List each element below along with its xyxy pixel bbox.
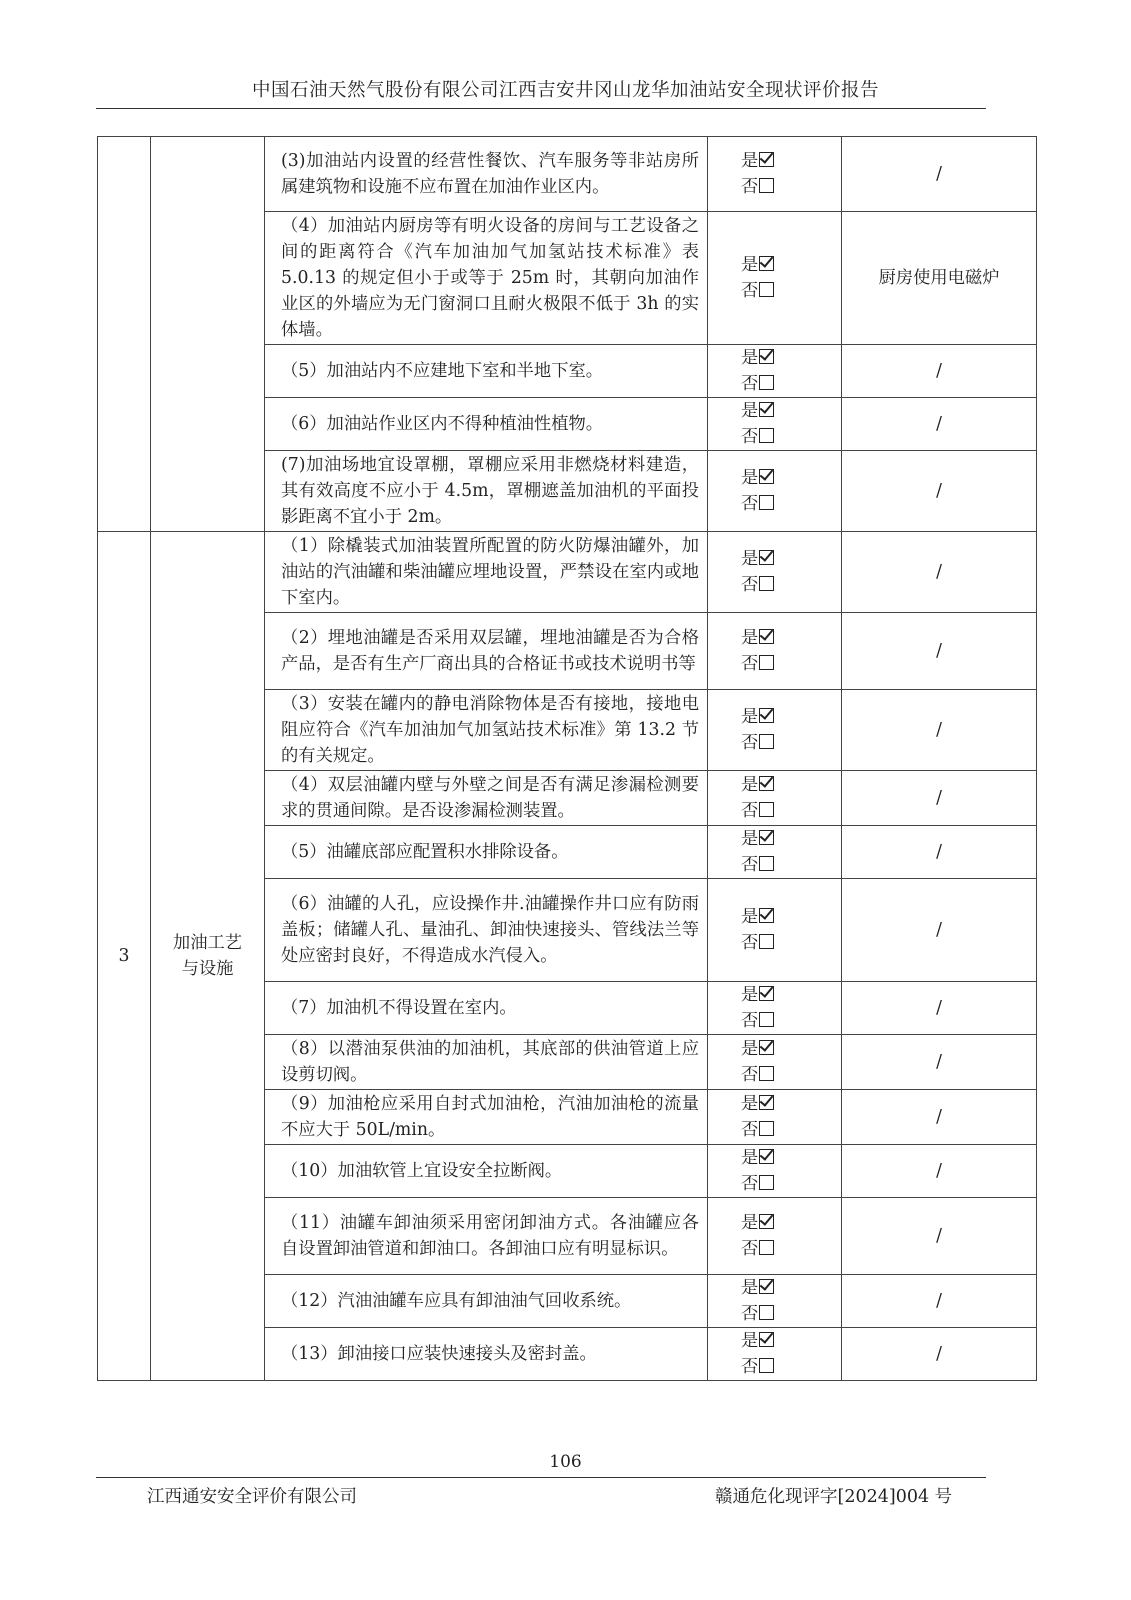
yes-label: 是 <box>741 468 759 488</box>
yes-label: 是 <box>741 1213 759 1233</box>
yes-option <box>741 625 841 651</box>
empty-box-icon <box>759 1012 774 1027</box>
empty-box-icon <box>759 1175 774 1190</box>
item-text: （7）加油机不得设置在室内。 <box>265 982 708 1035</box>
remark-cell: / <box>842 451 1037 532</box>
checked-box-icon <box>759 1040 774 1055</box>
yes-option <box>741 252 841 278</box>
item-text: （2）埋地油罐是否采用双层罐，埋地油罐是否为合格产品，是否有生产厂商出具的合格证书或技术说明书等 <box>265 613 708 690</box>
empty-box-icon <box>759 1305 774 1320</box>
category-line-2: 与设施 <box>181 959 234 979</box>
remark-cell: / <box>842 1198 1037 1275</box>
remark-cell: / <box>842 879 1037 982</box>
remark-cell: / <box>842 982 1037 1035</box>
check-cell <box>708 1090 842 1145</box>
empty-box-icon <box>759 1121 774 1136</box>
check-cell <box>708 690 842 771</box>
no-label: 否 <box>741 177 759 197</box>
yes-label: 是 <box>741 985 759 1005</box>
yes-option <box>741 398 841 424</box>
item-text: （5）油罐底部应配置积水排除设备。 <box>265 826 708 879</box>
yes-option <box>741 772 841 798</box>
checked-box-icon <box>759 469 774 484</box>
check-cell <box>708 137 842 212</box>
remark-cell: / <box>842 345 1037 398</box>
footer-doc-number: 赣通危化现评字[2024]004 号 <box>715 1487 953 1507</box>
no-option <box>741 174 841 200</box>
item-text: (3)加油站内设置的经营性餐饮、汽车服务等非站房所属建筑物和设施不应布置在加油作业区内。 <box>265 137 708 212</box>
check-cell <box>708 879 842 982</box>
item-text: （8）以潜油泵供油的加油机，其底部的供油管道上应设剪切阀。 <box>265 1035 708 1090</box>
yes-label: 是 <box>741 907 759 927</box>
item-text: （10）加油软管上宜设安全拉断阀。 <box>265 1145 708 1198</box>
check-cell <box>708 532 842 613</box>
check-cell <box>708 982 842 1035</box>
yes-option <box>741 982 841 1008</box>
check-cell <box>708 826 842 879</box>
no-label: 否 <box>741 1065 759 1085</box>
no-label: 否 <box>741 1304 759 1324</box>
empty-box-icon <box>759 802 774 817</box>
no-label: 否 <box>741 855 759 875</box>
check-cell <box>708 1275 842 1328</box>
remark-cell: / <box>842 1035 1037 1090</box>
yes-label: 是 <box>741 151 759 171</box>
no-label: 否 <box>741 1011 759 1031</box>
checked-box-icon <box>759 908 774 923</box>
yes-option <box>741 465 841 491</box>
evaluation-table <box>97 136 1037 1381</box>
checked-box-icon <box>759 550 774 565</box>
empty-box-icon <box>759 282 774 297</box>
remark-cell: / <box>842 1328 1037 1381</box>
section-category-cell <box>151 137 265 532</box>
check-cell <box>708 1035 842 1090</box>
yes-label: 是 <box>741 348 759 368</box>
no-option <box>741 1171 841 1197</box>
no-option <box>741 491 841 517</box>
item-text: （11）油罐车卸油须采用密闭卸油方式。各油罐应各自设置卸油管道和卸油口。各卸油口应有明显标识。 <box>265 1198 708 1275</box>
empty-box-icon <box>759 1358 774 1373</box>
remark-cell: / <box>842 398 1037 451</box>
item-text: （3）安装在罐内的静电消除物体是否有接地，接地电阻应符合《汽车加油加气加氢站技术标准》第 13.2 节的有关规定。 <box>265 690 708 771</box>
check-cell <box>708 398 842 451</box>
item-text: （13）卸油接口应装快速接头及密封盖。 <box>265 1328 708 1381</box>
yes-label: 是 <box>741 1039 759 1059</box>
item-text: （4）双层油罐内壁与外壁之间是否有满足渗漏检测要求的贯通间隙。是否设渗漏检测装置。 <box>265 771 708 826</box>
remark-cell: / <box>842 613 1037 690</box>
no-option <box>741 1354 841 1380</box>
no-option <box>741 1008 841 1034</box>
category-line-1: 加油工艺 <box>172 933 243 953</box>
empty-box-icon <box>759 856 774 871</box>
yes-label: 是 <box>741 775 759 795</box>
item-text: （6）加油站作业区内不得种植油性植物。 <box>265 398 708 451</box>
checked-box-icon <box>759 830 774 845</box>
item-text: （6）油罐的人孔，应设操作井.油罐操作井口应有防雨盖板；储罐人孔、量油孔、卸油快速接头、管线法兰等处应密封良好，不得造成水汽侵入。 <box>265 879 708 982</box>
yes-option <box>741 546 841 572</box>
checked-box-icon <box>759 629 774 644</box>
footer-company: 江西通安安全评价有限公司 <box>147 1487 357 1507</box>
checked-box-icon <box>759 1332 774 1347</box>
remark-cell: / <box>842 137 1037 212</box>
no-label: 否 <box>741 374 759 394</box>
yes-option <box>741 1275 841 1301</box>
empty-box-icon <box>759 178 774 193</box>
remark-cell: / <box>842 771 1037 826</box>
yes-option <box>741 1328 841 1354</box>
checked-box-icon <box>759 349 774 364</box>
checked-box-icon <box>759 152 774 167</box>
check-cell <box>708 771 842 826</box>
yes-option <box>741 826 841 852</box>
section-number: 3 <box>98 532 151 1381</box>
empty-box-icon <box>759 576 774 591</box>
yes-label: 是 <box>741 628 759 648</box>
checked-box-icon <box>759 1279 774 1294</box>
yes-label: 是 <box>741 829 759 849</box>
check-cell <box>708 345 842 398</box>
check-cell <box>708 1328 842 1381</box>
empty-box-icon <box>759 734 774 749</box>
empty-box-icon <box>759 375 774 390</box>
no-option <box>741 798 841 824</box>
checked-box-icon <box>759 1149 774 1164</box>
yes-option <box>741 1036 841 1062</box>
empty-box-icon <box>759 428 774 443</box>
yes-option <box>741 1210 841 1236</box>
remark-cell: / <box>842 1145 1037 1198</box>
empty-box-icon <box>759 934 774 949</box>
no-label: 否 <box>741 933 759 953</box>
checked-box-icon <box>759 1095 774 1110</box>
no-label: 否 <box>741 654 759 674</box>
no-option <box>741 1117 841 1143</box>
no-option <box>741 730 841 756</box>
empty-box-icon <box>759 1240 774 1255</box>
no-label: 否 <box>741 801 759 821</box>
yes-option <box>741 704 841 730</box>
yes-label: 是 <box>741 1278 759 1298</box>
page-header-title: 中国石油天然气股份有限公司江西吉安井冈山龙华加油站安全现状评价报告 <box>251 80 879 101</box>
yes-label: 是 <box>741 1331 759 1351</box>
no-label: 否 <box>741 281 759 301</box>
no-option <box>741 852 841 878</box>
empty-box-icon <box>759 1066 774 1081</box>
yes-label: 是 <box>741 1148 759 1168</box>
no-option <box>741 651 841 677</box>
empty-box-icon <box>759 655 774 670</box>
item-text: （1）除橇装式加油装置所配置的防火防爆油罐外，加油站的汽油罐和柴油罐应埋地设置，严禁设在室内或地下室内。 <box>265 532 708 613</box>
no-label: 否 <box>741 1174 759 1194</box>
checked-box-icon <box>759 402 774 417</box>
yes-option <box>741 904 841 930</box>
item-text: （4）加油站内厨房等有明火设备的房间与工艺设备之间的距离符合《汽车加油加气加氢站技术标准》表 5.0.13 的规定但小于或等于 25m 时，其朝向加油作业区的外墙应为无门窗洞口且耐火极限不低于 3h 的实体墙。 <box>265 212 708 345</box>
yes-label: 是 <box>741 707 759 727</box>
check-cell <box>708 451 842 532</box>
remark-cell: 厨房使用电磁炉 <box>842 212 1037 345</box>
empty-box-icon <box>759 495 774 510</box>
no-label: 否 <box>741 733 759 753</box>
no-option <box>741 1236 841 1262</box>
checked-box-icon <box>759 256 774 271</box>
yes-option <box>741 1091 841 1117</box>
checked-box-icon <box>759 986 774 1001</box>
no-option <box>741 424 841 450</box>
yes-option <box>741 345 841 371</box>
no-label: 否 <box>741 494 759 514</box>
no-label: 否 <box>741 1357 759 1377</box>
check-cell <box>708 212 842 345</box>
footer-divider <box>96 1477 986 1478</box>
yes-option <box>741 148 841 174</box>
no-label: 否 <box>741 1120 759 1140</box>
table-row <box>98 137 1037 212</box>
item-text: (7)加油场地宜设罩棚，罩棚应采用非燃烧材料建造，其有效高度不应小于 4.5m，罩棚遮盖加油机的平面投影距离不宜小于 2m。 <box>265 451 708 532</box>
remark-cell: / <box>842 1090 1037 1145</box>
header-divider <box>96 108 986 109</box>
no-option <box>741 572 841 598</box>
no-option <box>741 371 841 397</box>
no-label: 否 <box>741 427 759 447</box>
section-number-cell <box>98 137 151 532</box>
no-option <box>741 1062 841 1088</box>
yes-option <box>741 1145 841 1171</box>
remark-cell: / <box>842 532 1037 613</box>
section-category <box>151 532 265 1381</box>
table-row <box>98 532 1037 613</box>
no-option <box>741 930 841 956</box>
item-text: （5）加油站内不应建地下室和半地下室。 <box>265 345 708 398</box>
no-option <box>741 278 841 304</box>
checked-box-icon <box>759 708 774 723</box>
yes-label: 是 <box>741 255 759 275</box>
checked-box-icon <box>759 1214 774 1229</box>
remark-cell: / <box>842 826 1037 879</box>
yes-label: 是 <box>741 1094 759 1114</box>
no-label: 否 <box>741 575 759 595</box>
checked-box-icon <box>759 776 774 791</box>
no-label: 否 <box>741 1239 759 1259</box>
page-number: 106 <box>549 1452 582 1472</box>
item-text: （9）加油枪应采用自封式加油枪，汽油加油枪的流量不应大于 50L/min。 <box>265 1090 708 1145</box>
item-text: （12）汽油油罐车应具有卸油油气回收系统。 <box>265 1275 708 1328</box>
yes-label: 是 <box>741 401 759 421</box>
remark-cell: / <box>842 690 1037 771</box>
remark-cell: / <box>842 1275 1037 1328</box>
check-cell <box>708 1145 842 1198</box>
no-option <box>741 1301 841 1327</box>
yes-label: 是 <box>741 549 759 569</box>
check-cell <box>708 613 842 690</box>
check-cell <box>708 1198 842 1275</box>
